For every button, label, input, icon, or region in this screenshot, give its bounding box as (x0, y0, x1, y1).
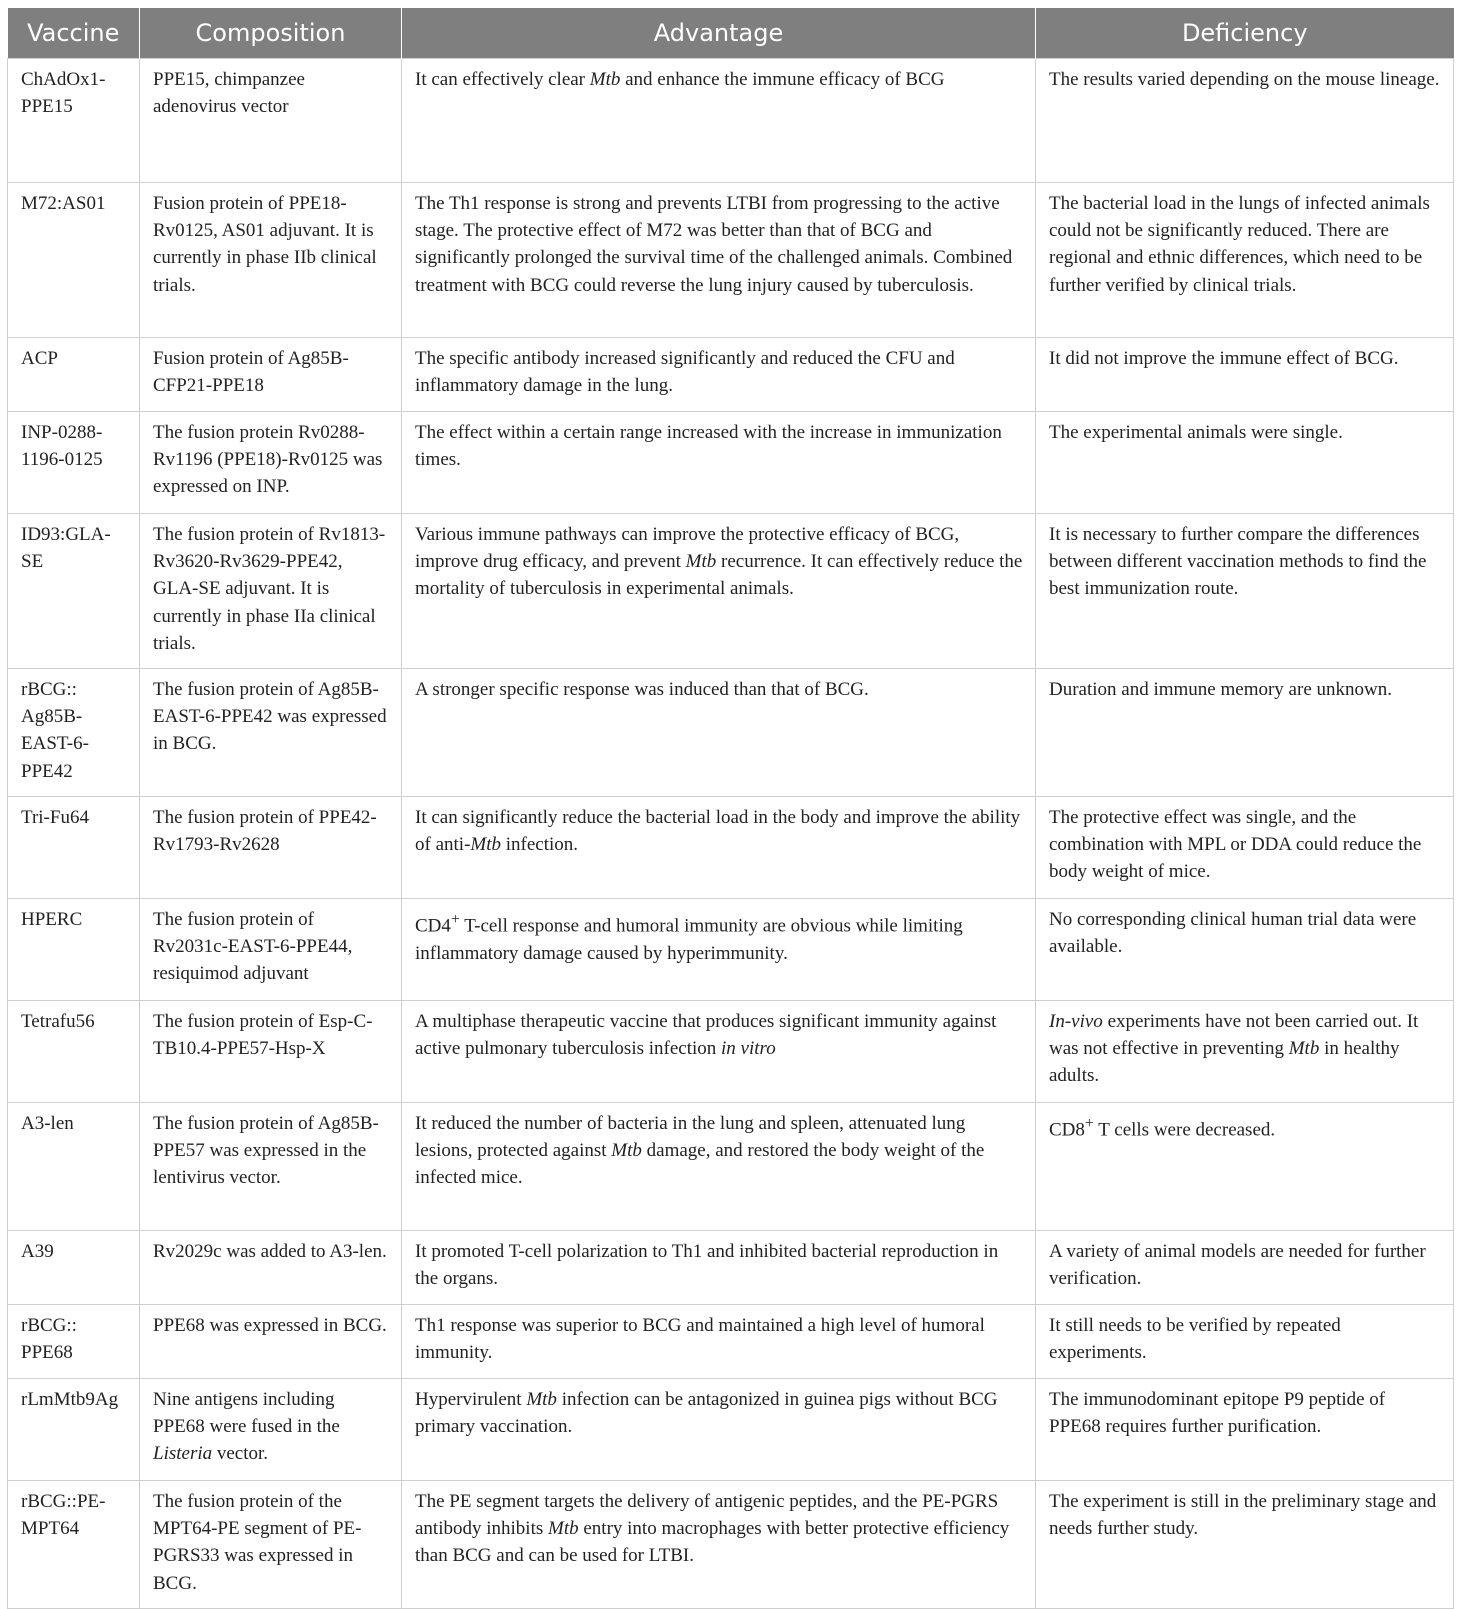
vaccine-table-container (7, 8, 1453, 1609)
table-row (8, 183, 1454, 338)
table-row (8, 412, 1454, 514)
cell-vaccine: rBCG:: PPE68 (8, 1305, 140, 1379)
cell-vaccine: Tetrafu56 (8, 1001, 140, 1103)
cell-advantage: The PE segment targets the delivery of antigenic peptides, and the PE-PGRS antibody inhibits Mtb entry into macrophages with better protective efficiency than BCG and can be used for LTBI. (402, 1481, 1036, 1609)
table-row (8, 1103, 1454, 1231)
cell-vaccine: ChAdOx1-PPE15 (8, 59, 140, 183)
cell-deficiency: A variety of animal models are needed for further verification. (1036, 1231, 1454, 1305)
cell-composition: PPE15, chimpanzee adenovirus vector (140, 59, 402, 183)
cell-composition: The fusion protein of Ag85B-PPE57 was expressed in the lentivirus vector. (140, 1103, 402, 1231)
cell-composition: Rv2029c was added to A3-len. (140, 1231, 402, 1305)
cell-deficiency: The experimental animals were single. (1036, 412, 1454, 514)
table-row (8, 59, 1454, 183)
cell-vaccine: INP-0288-1196-0125 (8, 412, 140, 514)
cell-composition: The fusion protein of Rv1813-Rv3620-Rv3629-PPE42, GLA-SE adjuvant. It is currently in phase IIa clinical trials. (140, 514, 402, 669)
cell-vaccine: Tri-Fu64 (8, 797, 140, 899)
cell-advantage: Hypervirulent Mtb infection can be antagonized in guinea pigs without BCG primary vaccination. (402, 1379, 1036, 1481)
table-row (8, 514, 1454, 669)
cell-vaccine: rBCG:: Ag85B-EAST-6-PPE42 (8, 669, 140, 797)
cell-deficiency: CD8+ T cells were decreased. (1036, 1103, 1454, 1231)
table-row (8, 669, 1454, 797)
cell-vaccine: A39 (8, 1231, 140, 1305)
table-row (8, 1305, 1454, 1379)
table-row (8, 338, 1454, 412)
cell-deficiency: The protective effect was single, and the combination with MPL or DDA could reduce the body weight of mice. (1036, 797, 1454, 899)
cell-composition: The fusion protein of Esp-C-TB10.4-PPE57-Hsp-X (140, 1001, 402, 1103)
table-row (8, 797, 1454, 899)
table-row (8, 1481, 1454, 1609)
header-composition: Composition (140, 8, 402, 59)
table-header-row (8, 8, 1454, 59)
cell-vaccine: ID93:GLA-SE (8, 514, 140, 669)
header-vaccine: Vaccine (8, 8, 140, 59)
cell-advantage: The effect within a certain range increased with the increase in immunization times. (402, 412, 1036, 514)
table-row (8, 899, 1454, 1001)
cell-advantage: The specific antibody increased significantly and reduced the CFU and inflammatory damage in the lung. (402, 338, 1036, 412)
cell-deficiency: The results varied depending on the mouse lineage. (1036, 59, 1454, 183)
cell-vaccine: rBCG::PE-MPT64 (8, 1481, 140, 1609)
cell-deficiency: The bacterial load in the lungs of infected animals could not be significantly reduced. There are regional and ethnic differences, which need to be further verified by clinical trials. (1036, 183, 1454, 338)
header-deficiency: Deficiency (1036, 8, 1454, 59)
cell-advantage: The Th1 response is strong and prevents LTBI from progressing to the active stage. The protective effect of M72 was better than that of BCG and significantly prolonged the survival time of the challenged animals. Combined treatment with BCG could reverse the lung injury caused by tuberculosis. (402, 183, 1036, 338)
cell-composition: The fusion protein of Ag85B-EAST-6-PPE42 was expressed in BCG. (140, 669, 402, 797)
cell-vaccine: HPERC (8, 899, 140, 1001)
cell-deficiency: It did not improve the immune effect of BCG. (1036, 338, 1454, 412)
cell-vaccine: A3-len (8, 1103, 140, 1231)
cell-deficiency: The experiment is still in the preliminary stage and needs further study. (1036, 1481, 1454, 1609)
cell-composition: Nine antigens including PPE68 were fused in the Listeria vector. (140, 1379, 402, 1481)
cell-deficiency: It still needs to be verified by repeated experiments. (1036, 1305, 1454, 1379)
table-row (8, 1001, 1454, 1103)
vaccine-table (7, 8, 1454, 1609)
cell-advantage: A multiphase therapeutic vaccine that produces significant immunity against active pulmonary tuberculosis infection in vitro (402, 1001, 1036, 1103)
cell-composition: The fusion protein of Rv2031c-EAST-6-PPE44, resiquimod adjuvant (140, 899, 402, 1001)
cell-advantage: A stronger specific response was induced than that of BCG. (402, 669, 1036, 797)
table-body (8, 59, 1454, 1609)
cell-composition: Fusion protein of Ag85B-CFP21-PPE18 (140, 338, 402, 412)
cell-composition: PPE68 was expressed in BCG. (140, 1305, 402, 1379)
cell-composition: The fusion protein Rv0288-Rv1196 (PPE18)-Rv0125 was expressed on INP. (140, 412, 402, 514)
table-row (8, 1231, 1454, 1305)
cell-deficiency: The immunodominant epitope P9 peptide of PPE68 requires further purification. (1036, 1379, 1454, 1481)
cell-deficiency: It is necessary to further compare the differences between different vaccination methods to find the best immunization route. (1036, 514, 1454, 669)
cell-advantage: Th1 response was superior to BCG and maintained a high level of humoral immunity. (402, 1305, 1036, 1379)
cell-advantage: CD4+ T-cell response and humoral immunity are obvious while limiting inflammatory damage caused by hyperimmunity. (402, 899, 1036, 1001)
cell-vaccine: rLmMtb9Ag (8, 1379, 140, 1481)
cell-deficiency: No corresponding clinical human trial data were available. (1036, 899, 1454, 1001)
cell-deficiency: In-vivo experiments have not been carried out. It was not effective in preventing Mtb in healthy adults. (1036, 1001, 1454, 1103)
cell-deficiency: Duration and immune memory are unknown. (1036, 669, 1454, 797)
cell-vaccine: M72:AS01 (8, 183, 140, 338)
cell-advantage: It can significantly reduce the bacterial load in the body and improve the ability of anti-Mtb infection. (402, 797, 1036, 899)
header-advantage: Advantage (402, 8, 1036, 59)
table-row (8, 1379, 1454, 1481)
cell-vaccine: ACP (8, 338, 140, 412)
cell-advantage: Various immune pathways can improve the protective efficacy of BCG, improve drug efficacy, and prevent Mtb recurrence. It can effectively reduce the mortality of tuberculosis in experimental animals. (402, 514, 1036, 669)
cell-advantage: It promoted T-cell polarization to Th1 and inhibited bacterial reproduction in the organs. (402, 1231, 1036, 1305)
cell-composition: The fusion protein of PPE42-Rv1793-Rv2628 (140, 797, 402, 899)
cell-advantage: It reduced the number of bacteria in the lung and spleen, attenuated lung lesions, protected against Mtb damage, and restored the body weight of the infected mice. (402, 1103, 1036, 1231)
cell-composition: The fusion protein of the MPT64-PE segment of PE-PGRS33 was expressed in BCG. (140, 1481, 402, 1609)
cell-advantage: It can effectively clear Mtb and enhance the immune efficacy of BCG (402, 59, 1036, 183)
cell-composition: Fusion protein of PPE18-Rv0125, AS01 adjuvant. It is currently in phase IIb clinical trials. (140, 183, 402, 338)
